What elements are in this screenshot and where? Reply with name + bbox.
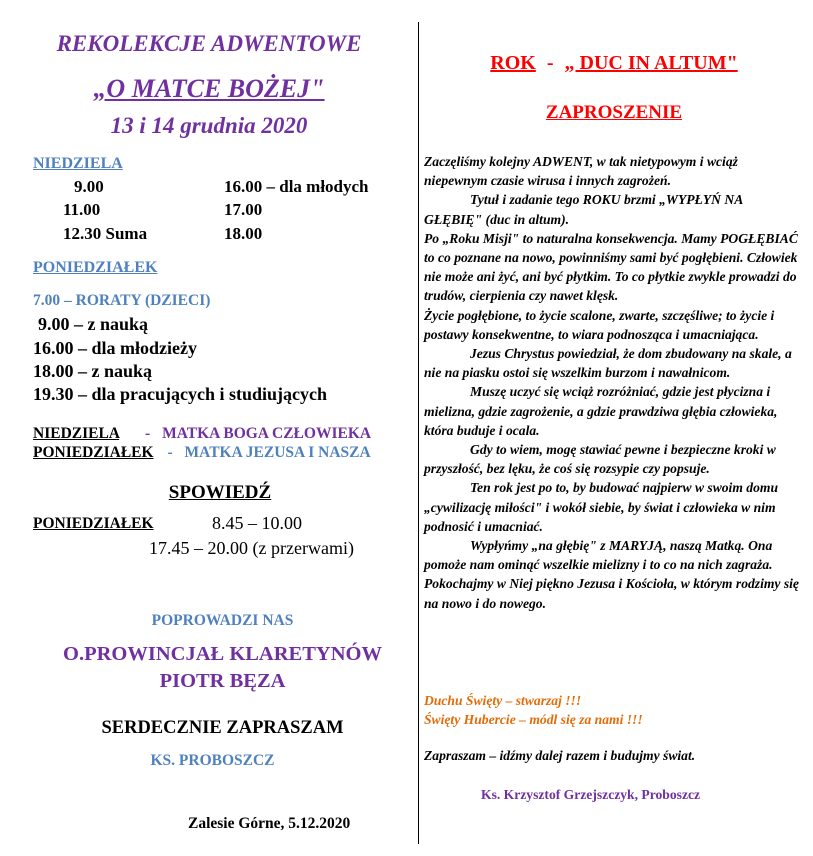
sunday-time: 18.00 [224,224,263,243]
monday-item: 9.00 – z nauką [38,314,149,334]
priest-line: KS. PROBOSZCZ [150,752,275,769]
theme-text: MATKA JEZUSA I NASZA [184,444,371,461]
invite-line: SERDECZNIE ZAPRASZAM [101,718,344,738]
confession-header: SPOWIEDŹ [168,482,272,503]
confession-time: 8.45 – 10.00 [212,513,302,533]
paragraph: Gdy to wiem, mogę stawiać pewne i bezpieczne kroki w przyszłość, bez lęku, że coś się rozsypie czy popsuje. [424,442,776,477]
invitation-body [424,152,804,613]
lead-label: POPROWADZI NAS [151,612,294,629]
roraty-line: 7.00 – RORATY (DZIECI) [33,292,211,309]
retreat-subtitle: „O MATCE BOŻEJ" [93,74,325,103]
prayer-line: Duchu Święty – stwarzaj !!! [424,693,582,708]
paragraph: Wypłyńmy „na głębię" z MARYJĄ, naszą Matką. Ona pomoże nam ominąć wszelkie mielizny i to co na nich zagraża. Pokochajmy w Niej piękno Jezusa i Kościoła, w którym rodzimy się na nowo i do nowego. [424,538,799,611]
sunday-time: 17.00 [224,200,263,219]
leader-line: PIOTR BĘZA [159,670,286,692]
monday-header: PONIEDZIAŁEK [33,259,158,276]
confession-time: 17.45 – 20.00 (z przerwami) [149,538,354,558]
paragraph: Tytuł i zadanie tego ROKU brzmi „WYPŁYŃ NA GŁĘBIĘ" (duc in altum). [424,192,743,227]
monday-item: 19.30 – dla pracujących i studiujących [33,384,328,404]
theme-separator: - [167,444,173,461]
closing-line: Zapraszam – idźmy dalej razem i budujmy świat. [424,748,696,763]
place-date: Zalesie Górne, 5.12.2020 [188,815,351,832]
year-label: ROK [490,52,536,74]
motto: „ DUC IN ALTUM" [564,52,738,74]
theme-day: NIEDZIELA [33,425,120,442]
paragraph: Muszę uczyć się wciąż rozróżniać, gdzie jest płycizna i mielizna, gdzie zagrożenie, a gdzie prawdziwa głębia człowieka, która buduje i ocala. [424,384,778,438]
year-motto [424,52,804,75]
leader-line: O.PROWINCJAŁ KLARETYNÓW [63,643,382,665]
paragraph: Po „Roku Misji" to naturalna konsekwencja. Mamy POGŁĘBIAĆ to co poznane na nowo, powinniśmy sami być pogłębieni. Człowiek nie może ani żyć, ani być płytkim. To co płytkie zwykle prowadzi do trudów, cierpienia czy nawet klęsk. [424,230,798,304]
theme-separator: - [145,425,151,442]
monday-item: 16.00 – dla młodzieży [33,338,197,358]
paragraph: Życie pogłębione, to życie scalone, zwarte, szczęśliwe; to życie i postawy konsekwentne, to wiara podnosząca i umacniająca. [424,307,775,342]
signature: Ks. Krzysztof Grzejszczyk, Proboszcz [481,787,701,802]
theme-text: MATKA BOGA CZŁOWIEKA [162,425,372,442]
paragraph: Zaczęliśmy kolejny ADWENT, w tak nietypowym i wciąż niepewnym czasie wirusa i innych zagrożeń. [424,154,738,189]
monday-item: 18.00 – z nauką [33,361,153,381]
paragraph: Ten rok jest po to, by budować najpierw w swoim domu „cywilizację miłości" i wokół siebie, by świat i człowieka w nim podnosić i umacniać. [424,480,779,534]
invitation-heading: ZAPROSZENIE [545,102,683,123]
sunday-time: 12.30 Suma [63,224,148,243]
theme-sunday [33,425,371,443]
theme-day: PONIEDZIAŁEK [33,444,154,461]
sunday-time: 11.00 [63,200,101,219]
retreat-date: 13 i 14 grudnia 2020 [110,113,308,138]
sunday-time: 9.00 [74,177,104,196]
sunday-time: 16.00 – dla młodych [224,177,369,196]
paragraph: Jezus Chrystus powiedział, że dom zbudowany na skale, a nie na piasku ostoi się wszelkim burzom i nawałnicom. [424,346,792,381]
confession-day: PONIEDZIAŁEK [33,515,154,532]
year-separator: - [546,52,554,74]
theme-monday [33,444,371,462]
retreat-title: REKOLEKCJE ADWENTOWE [56,31,362,56]
prayer-line: Święty Hubercie – módl się za nami !!! [424,712,643,727]
sunday-header: NIEDZIELA [33,155,123,172]
